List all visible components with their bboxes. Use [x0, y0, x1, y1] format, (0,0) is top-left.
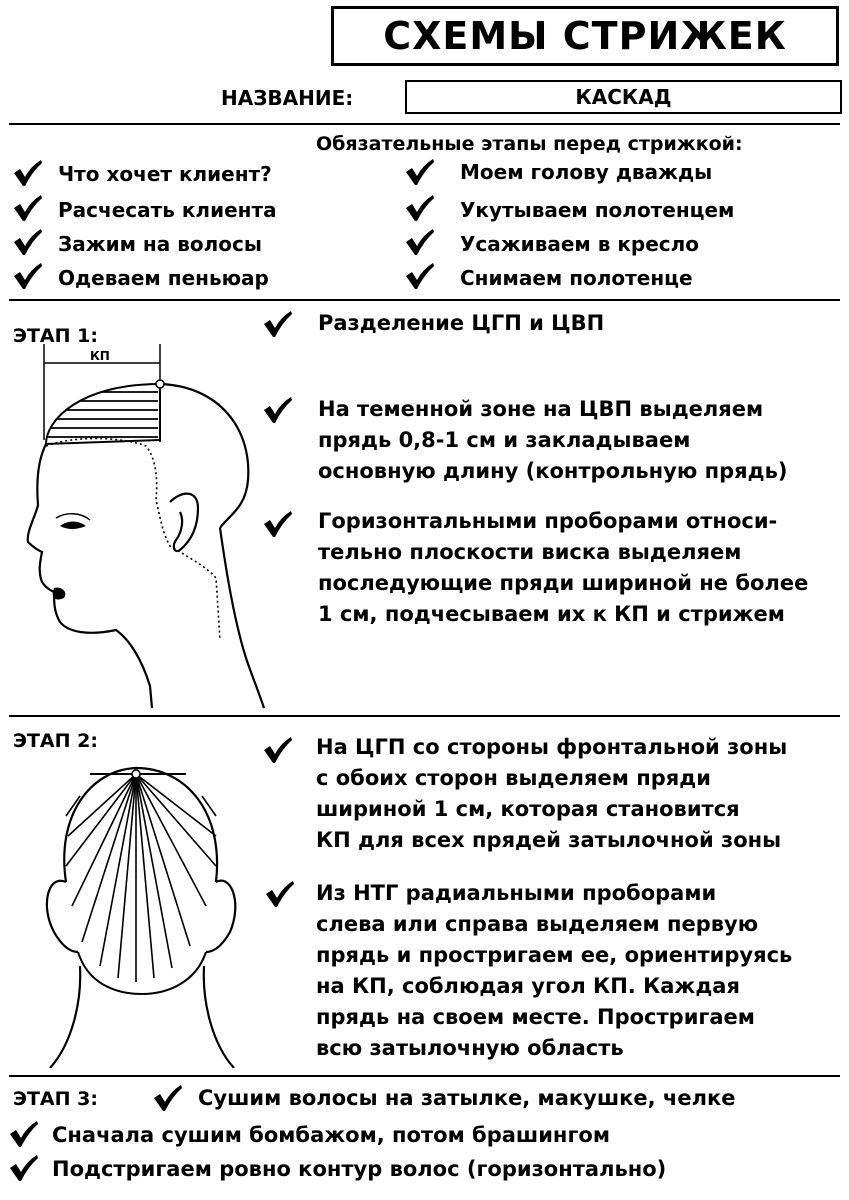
stage2-item: прядь и простригаем ее, ориентируясь — [316, 943, 793, 967]
stage2-item: на КП, соблюдая угол КП. Каждая — [316, 974, 740, 998]
check-icon — [152, 1084, 182, 1112]
stage1-item: 1 см, подчесываем их к КП и стрижем — [318, 602, 785, 626]
divider — [9, 1075, 840, 1077]
stage2-item: прядь на своем месте. Простригаем — [316, 1005, 755, 1029]
check-icon — [404, 194, 434, 222]
prep-right-item: Укутываем полотенцем — [460, 198, 735, 222]
stage1-item: Горизонтальными проборами относи- — [318, 509, 778, 533]
stage2-item: слева или справа выделяем первую — [316, 912, 759, 936]
stage2-item: На ЦГП со стороны фронтальной зоны — [316, 735, 788, 759]
check-icon — [12, 159, 42, 187]
stage1-item: тельно плоскости виска выделяем — [318, 540, 742, 564]
check-icon — [404, 158, 434, 186]
divider — [9, 299, 840, 301]
page-title: СХЕМЫ СТРИЖЕК — [331, 6, 839, 66]
head-back-diagram — [20, 756, 260, 1068]
stage1-item: Разделение ЦГП и ЦВП — [318, 311, 605, 335]
check-icon — [8, 1120, 38, 1148]
stage2-item: Из НТГ радиальными проборами — [316, 881, 717, 905]
check-icon — [404, 262, 434, 290]
head-profile-diagram — [20, 340, 280, 712]
name-value: КАСКАД — [405, 80, 842, 114]
check-icon — [12, 228, 42, 256]
prep-left-item: Зажим на волосы — [58, 232, 262, 256]
divider — [9, 123, 840, 125]
stage2-label: ЭТАП 2: — [13, 730, 98, 752]
prep-right-item: Моем голову дважды — [460, 160, 713, 184]
check-icon — [264, 880, 294, 908]
kp-label: КП — [90, 349, 110, 363]
stage2-item: КП для всех прядей затылочной зоны — [316, 828, 782, 852]
stage2-item: с обоих сторон выделяем пряди — [316, 766, 711, 790]
check-icon — [262, 396, 292, 424]
stage1-item: основную длину (контрольную прядь) — [318, 459, 788, 483]
prep-right-item: Усаживаем в кресло — [460, 232, 700, 256]
prep-left-item: Расчесать клиента — [58, 198, 277, 222]
stage3-item: Сушим волосы на затылке, макушке, челке — [198, 1086, 736, 1110]
stage3-item: Подстригаем ровно контур волос (горизонтально) — [52, 1157, 667, 1181]
prep-left-item: Что хочет клиент? — [58, 162, 272, 186]
prep-left-item: Одеваем пеньюар — [58, 266, 269, 290]
check-icon — [12, 194, 42, 222]
stage1-label: ЭТАП 1: — [13, 325, 98, 347]
stage1-item: последующие пряди шириной не более — [318, 571, 809, 595]
check-icon — [262, 310, 292, 338]
stage2-item: всю затылочную область — [316, 1036, 624, 1060]
check-icon — [262, 736, 292, 764]
prep-heading: Обязательные этапы перед стрижкой: — [316, 133, 743, 155]
check-icon — [262, 510, 292, 538]
name-label: НАЗВАНИЕ: — [221, 86, 354, 110]
stage1-item: На теменной зоне на ЦВП выделяем — [318, 397, 764, 421]
prep-right-item: Снимаем полотенце — [460, 266, 693, 290]
check-icon — [404, 228, 434, 256]
stage3-item: Сначала сушим бомбажом, потом брашингом — [52, 1123, 611, 1147]
stage3-label: ЭТАП 3: — [13, 1088, 98, 1110]
divider — [9, 715, 840, 717]
check-icon — [12, 262, 42, 290]
stage2-item: шириной 1 см, которая становится — [316, 797, 740, 821]
check-icon — [8, 1154, 38, 1182]
stage1-item: прядь 0,8-1 см и закладываем — [318, 428, 691, 452]
